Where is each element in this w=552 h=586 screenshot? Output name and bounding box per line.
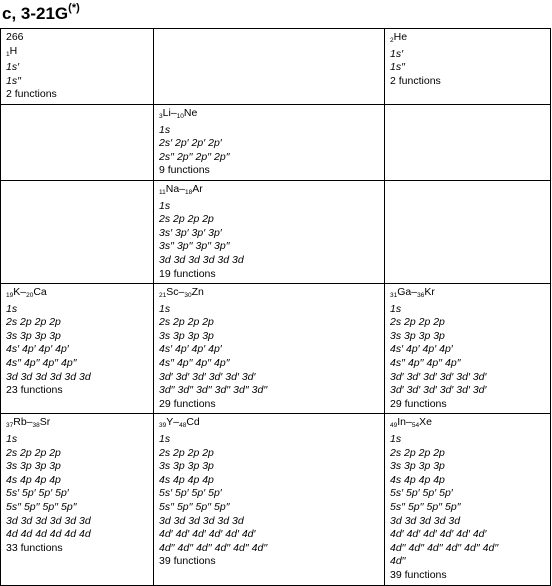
orbital-list: 5s′′ 5p′′ 5p′′ 5p′′ xyxy=(159,501,230,513)
orbital-list: 3d 3d 3d 3d 3d xyxy=(390,514,461,527)
orbital-list: 1s xyxy=(390,433,402,446)
orbital-list: 2s 2p 2p 2p xyxy=(390,316,445,329)
table-cell xyxy=(1,180,154,283)
orbital-list: 1s′ xyxy=(6,61,20,74)
table-cell xyxy=(1,29,154,105)
orbital-list: 1s xyxy=(390,302,402,315)
element-symbol: Ga xyxy=(397,286,412,299)
orbital-list: 3s 3p 3p 3p xyxy=(159,460,214,473)
orbital-list: 5s′′ 5p′′ 5p′′ 5p′′ xyxy=(390,501,461,513)
orbital-list: 1s xyxy=(6,433,18,446)
orbital-list: 4s′′ 4p′′ 4p′′ 4p′′ xyxy=(159,357,230,370)
orbital-list: 3s 3p 3p 3p xyxy=(159,329,214,342)
orbital-list: 1s xyxy=(159,302,171,315)
element-symbol: Ar xyxy=(192,182,203,195)
atomic-number: 49 xyxy=(390,422,398,430)
orbital-list: 4d′′ 4d′′ 4d′′ 4d′′ 4d′′ 4d′′ xyxy=(159,541,268,554)
orbital-list: 5s′′ 5p′′ 5p′′ 5p′′ xyxy=(6,501,77,513)
atomic-number: 38 xyxy=(32,422,40,430)
orbital-list: 2s 2p 2p 2p xyxy=(6,446,61,459)
element-range: $_{31}Ga-_{36}Kr$ xyxy=(390,286,435,300)
element-range: $_{21}Sc-_{30}Zn$ xyxy=(159,286,204,300)
table-cell xyxy=(385,104,551,180)
orbital-list: 2s′ 2p′ 2p′ 2p′ xyxy=(159,137,222,150)
element-symbol: Sc xyxy=(166,286,179,299)
orbital-list: 1s xyxy=(6,302,18,315)
orbital-list: 3d 3d 3d 3d 3d 3d xyxy=(159,253,244,266)
orbital-list: 5s′ 5p′ 5p′ 5p′ xyxy=(390,487,453,500)
orbital-list: 1s xyxy=(159,123,171,136)
cell-text: 39 functions xyxy=(390,568,447,581)
element-symbol: Kr xyxy=(424,286,435,299)
cell-text: 2 functions xyxy=(6,88,57,101)
orbital-list: 2s 2p 2p 2p xyxy=(390,446,445,459)
table-row xyxy=(1,414,551,585)
orbital-list: 2s 2p 2p 2p xyxy=(159,316,214,329)
basis-set-table xyxy=(0,28,551,586)
orbital-list: 4s 4p 4p 4p xyxy=(159,473,214,486)
table-cell xyxy=(385,284,551,414)
table-cell xyxy=(385,414,551,585)
cell-text: 9 functions xyxy=(159,164,210,177)
cell-text: 2 functions xyxy=(390,74,441,87)
page-title xyxy=(2,2,80,24)
atomic-number: 39 xyxy=(159,422,167,430)
orbital-list: 4d 4d 4d 4d 4d 4d xyxy=(6,528,91,541)
cell-text: 266 xyxy=(6,31,24,43)
atomic-number: 20 xyxy=(26,292,34,300)
table-cell xyxy=(154,180,385,283)
cell-text: 33 functions xyxy=(6,541,63,554)
element-range: $_{39}Y-_{48}Cd$ xyxy=(159,416,200,430)
table-cell xyxy=(1,284,154,414)
element-symbol: Rb xyxy=(13,416,27,429)
table-cell xyxy=(1,414,154,585)
orbital-list: 2s 2p 2p 2p xyxy=(159,446,214,459)
orbital-list: 3d′ 3d′ 3d′ 3d′ 3d′ 3d′ xyxy=(390,384,487,397)
orbital-list: 4d′ 4d′ 4d′ 4d′ 4d′ 4d′ xyxy=(390,528,487,541)
table-cell xyxy=(154,284,385,414)
orbital-list: 4s 4p 4p 4p xyxy=(6,473,61,486)
cell-text: 19 functions xyxy=(159,267,216,280)
orbital-list: 1s xyxy=(159,433,171,446)
table-row xyxy=(1,104,551,180)
cell-text: 29 functions xyxy=(159,397,216,410)
title-marker: (*) xyxy=(68,2,80,14)
table-cell xyxy=(154,104,385,180)
atomic-number: 11 xyxy=(159,188,166,196)
orbital-list: 1s′′ xyxy=(390,61,406,74)
orbital-list: 1s′ xyxy=(390,47,404,60)
element-symbol: Xe xyxy=(419,416,432,429)
orbital-list: 3s 3p 3p 3p xyxy=(390,460,445,473)
element-range xyxy=(6,45,148,62)
orbital-list: 4s′′ 4p′′ 4p′′ 4p′′ xyxy=(390,357,461,370)
atomic-number: 36 xyxy=(417,292,425,300)
element-symbol: Y xyxy=(166,416,174,429)
atomic-number: 37 xyxy=(6,422,14,430)
atomic-number: 2 xyxy=(390,37,394,44)
element-symbol: In xyxy=(397,416,406,429)
element-symbol: Cd xyxy=(186,416,200,429)
orbital-list: 3s 3p 3p 3p xyxy=(6,329,61,342)
orbital-list: 2s 2p 2p 2p xyxy=(6,316,61,329)
atomic-number: 30 xyxy=(184,292,192,300)
element-symbol: Zn xyxy=(191,286,204,299)
element-symbol: Na xyxy=(165,182,180,195)
orbital-list: 4s 4p 4p 4p xyxy=(390,473,445,486)
orbital-list: 3d 3d 3d 3d 3d 3d xyxy=(6,514,91,527)
element-range: $_{19}K-_{20}Ca$ xyxy=(6,286,47,300)
atomic-number: 48 xyxy=(179,422,187,430)
table-cell xyxy=(154,29,385,105)
orbital-list: 3d 3d 3d 3d 3d 3d xyxy=(159,514,244,527)
orbital-list: 3d′′ 3d′′ 3d′′ 3d′′ 3d′′ 3d′′ xyxy=(159,384,268,397)
orbital-list: 4s′ 4p′ 4p′ 4p′ xyxy=(390,343,453,356)
table-cell xyxy=(385,180,551,283)
atomic-number: 19 xyxy=(6,292,14,300)
atomic-number: 21 xyxy=(159,292,167,300)
orbital-list: 5s′ 5p′ 5p′ 5p′ xyxy=(159,487,222,500)
orbital-list: 4d′′ 4d′′ 4d′′ 4d′′ 4d′′ 4d′′ xyxy=(390,541,499,554)
orbital-list: 4d′′ xyxy=(390,555,406,568)
element-range: $_{11}Na-_{18}Ar$ xyxy=(159,182,203,196)
element-symbol: Ca xyxy=(33,286,47,299)
orbital-list: 3d′ 3d′ 3d′ 3d′ 3d′ 3d′ xyxy=(159,370,256,383)
orbital-list: 4s′′ 4p′′ 4p′′ 4p′′ xyxy=(6,357,77,370)
atomic-number: 3 xyxy=(159,112,163,120)
orbital-list: 4s′ 4p′ 4p′ 4p′ xyxy=(159,343,222,356)
table-cell xyxy=(1,104,154,180)
orbital-list: 1s′′ xyxy=(6,74,22,87)
element-symbol: Sr xyxy=(39,416,51,429)
atomic-number: 18 xyxy=(185,188,193,196)
element-symbol: Ne xyxy=(183,106,198,119)
element-range: $_3Li-_{10}Ne$ xyxy=(159,106,198,120)
cell-text: 29 functions xyxy=(390,397,447,410)
cell-text: 23 functions xyxy=(6,384,63,397)
element-symbol: K xyxy=(13,286,21,299)
orbital-list: 3d 3d 3d 3d 3d 3d xyxy=(6,370,91,383)
table-row xyxy=(1,29,551,105)
atomic-number: 1 xyxy=(6,50,10,58)
orbital-list: 3s 3p 3p 3p xyxy=(6,460,61,473)
element-range xyxy=(390,31,545,48)
title-text: c, 3-21G xyxy=(2,4,69,23)
orbital-list: 3s 3p 3p 3p xyxy=(390,329,445,342)
element-range: $_{37}Rb-_{38}Sr$ xyxy=(6,416,51,430)
orbital-list: 3d′ 3d′ 3d′ 3d′ 3d′ 3d′ xyxy=(390,370,487,383)
table-row xyxy=(1,284,551,414)
element-symbol: Li xyxy=(162,106,171,119)
element-range: $_{49}In-_{54}Xe$ xyxy=(390,416,432,430)
table-row xyxy=(1,180,551,283)
orbital-list: 2s 2p 2p 2p xyxy=(159,213,214,226)
element-symbol: H xyxy=(9,44,18,57)
table-cell xyxy=(385,29,551,105)
orbital-list: 2s′′ 2p′′ 2p′′ 2p′′ xyxy=(159,150,230,163)
orbital-list: 1s xyxy=(159,199,171,212)
atomic-number: 10 xyxy=(176,112,184,120)
table-cell xyxy=(154,414,385,585)
orbital-list: 3s′ 3p′ 3p′ 3p′ xyxy=(159,226,222,239)
atomic-number: 54 xyxy=(411,422,420,430)
orbital-list: 4d′ 4d′ 4d′ 4d′ 4d′ 4d′ xyxy=(159,528,256,541)
orbital-list: 4s′ 4p′ 4p′ 4p′ xyxy=(6,343,69,356)
cell-text: 39 functions xyxy=(159,555,216,568)
element-symbol: He xyxy=(393,31,408,43)
orbital-list: 5s′ 5p′ 5p′ 5p′ xyxy=(6,487,69,500)
atomic-number: 31 xyxy=(390,292,398,300)
orbital-list: 3s′′ 3p′′ 3p′′ 3p′′ xyxy=(159,240,230,253)
